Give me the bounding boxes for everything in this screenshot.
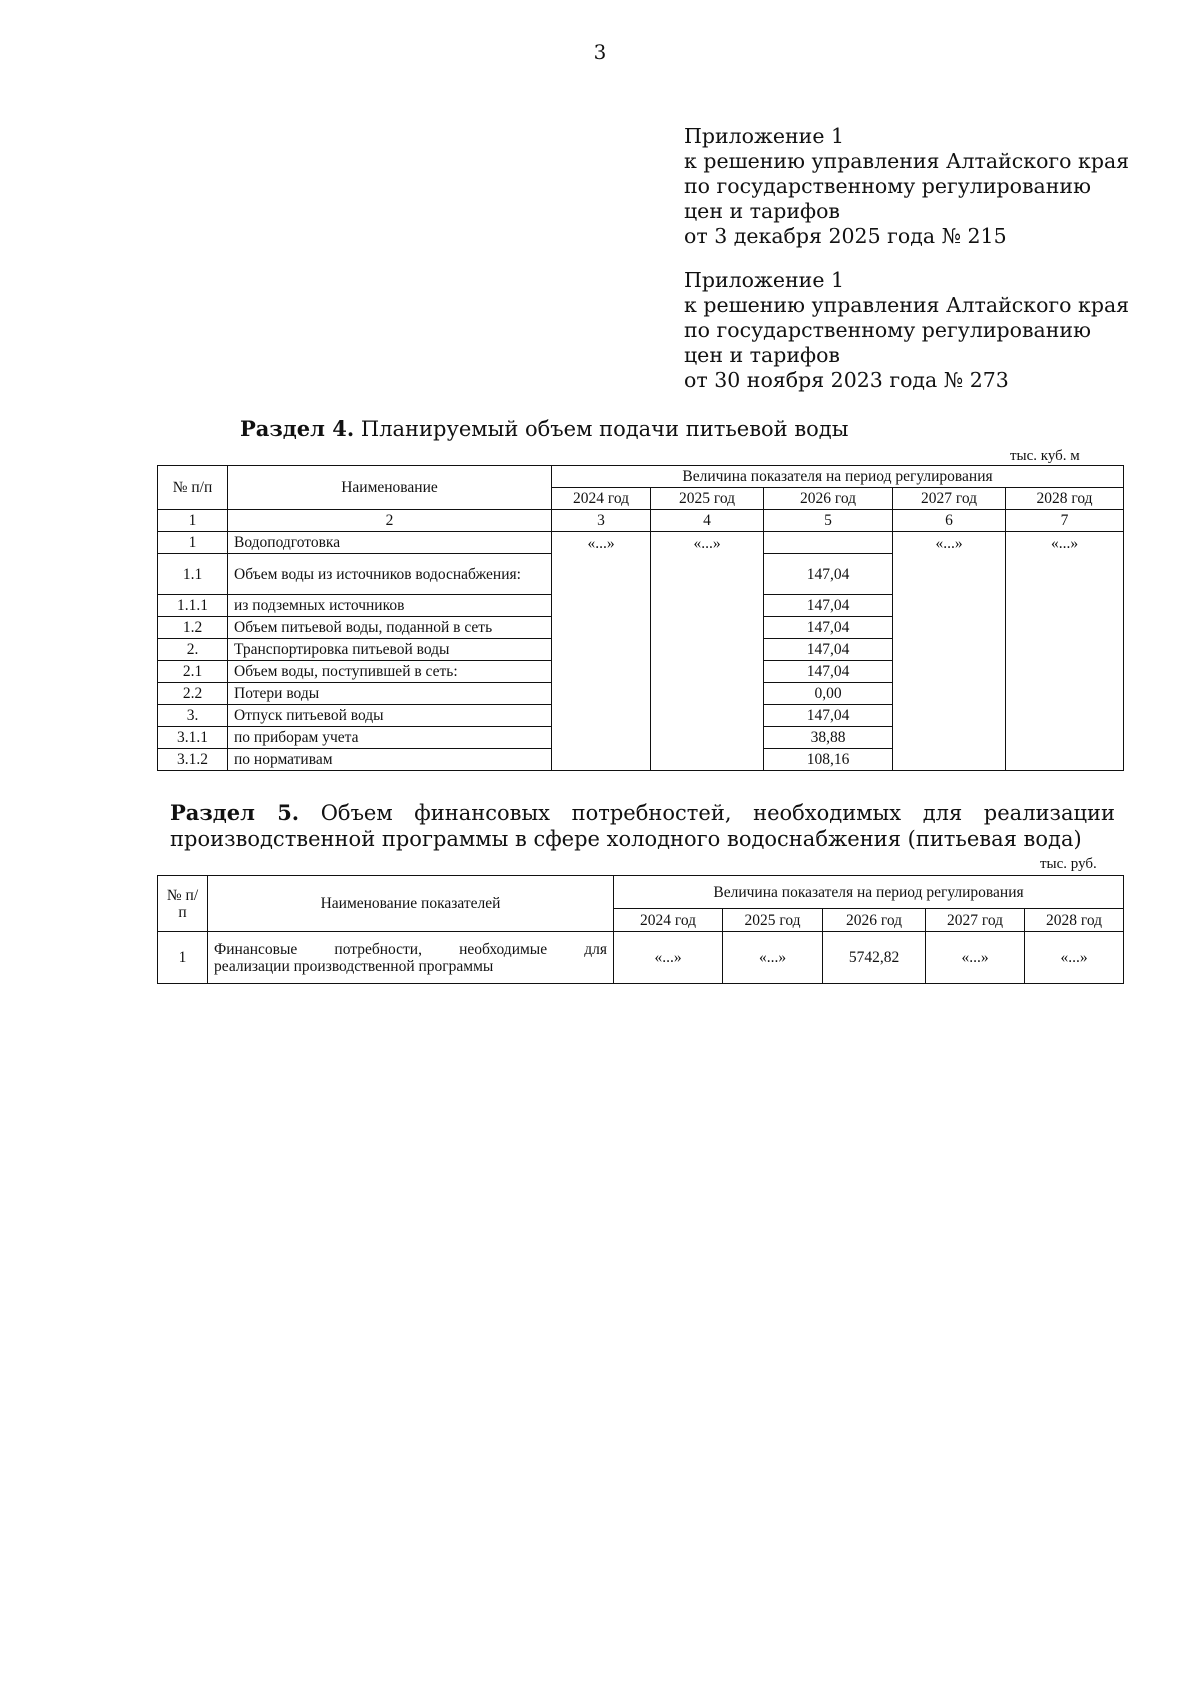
appendix-line: цен и тарифов xyxy=(684,343,840,367)
section5-title-bold: Раздел 5. xyxy=(170,800,300,825)
column-number: 3 xyxy=(552,510,651,532)
table-row xyxy=(158,932,1124,984)
row-num: 3.1.1 xyxy=(158,727,228,749)
row-num: 2.1 xyxy=(158,661,228,683)
row-num: 1.1.1 xyxy=(158,595,228,617)
header-num: № п/п xyxy=(158,876,208,932)
row-name: по приборам учета xyxy=(228,727,552,749)
cell-2024-placeholder: «...» xyxy=(552,532,651,771)
row-num: 2. xyxy=(158,639,228,661)
row-value-2026: 0,00 xyxy=(764,683,893,705)
row-value-2026: 147,04 xyxy=(764,639,893,661)
section5-unit: тыс. руб. xyxy=(1040,856,1097,872)
row-value-2027: «...» xyxy=(926,932,1025,984)
header-year: 2028 год xyxy=(1025,909,1124,932)
cell-2025-placeholder: «...» xyxy=(651,532,764,771)
row-name-line1: Финансовые потребности, необходимые для xyxy=(214,940,607,958)
row-value-2026: 147,04 xyxy=(764,554,893,595)
row-name: Объем воды из источников водоснабжения: xyxy=(228,554,552,595)
page-number: 3 xyxy=(593,40,607,64)
row-value-2026: 5742,82 xyxy=(823,932,926,984)
row-value-2026: 147,04 xyxy=(764,617,893,639)
section5-title xyxy=(170,800,1115,852)
header-year: 2026 год xyxy=(823,909,926,932)
column-number: 7 xyxy=(1006,510,1124,532)
appendix-line: от 3 декабря 2025 года № 215 xyxy=(684,224,1007,248)
row-name: Водоподготовка xyxy=(228,532,552,554)
row-name: Объем питьевой воды, поданной в сеть xyxy=(228,617,552,639)
appendix-line: к решению управления Алтайского края xyxy=(684,293,1130,317)
header-year: 2024 год xyxy=(614,909,723,932)
section4-title-bold: Раздел 4. xyxy=(240,416,355,441)
cell-2028-placeholder: «...» xyxy=(1006,532,1124,771)
row-num: 1.1 xyxy=(158,554,228,595)
row-name: Потери воды xyxy=(228,683,552,705)
appendix-line: по государственному регулированию xyxy=(684,318,1091,342)
cell-2027-placeholder: «...» xyxy=(893,532,1006,771)
row-name-line2: реализации производственной программы xyxy=(214,957,494,975)
row-name: по нормативам xyxy=(228,749,552,771)
row-value-2024: «...» xyxy=(614,932,723,984)
row-name: Отпуск питьевой воды xyxy=(228,705,552,727)
appendix-line: Приложение 1 xyxy=(684,268,845,292)
header-year: 2026 год xyxy=(764,488,893,510)
section5-title-text: Объем финансовых потребностей, необходимых для реализации xyxy=(299,801,1116,825)
row-name: из подземных источников xyxy=(228,595,552,617)
row-name: Объем воды, поступившей в сеть: xyxy=(228,661,552,683)
column-number: 1 xyxy=(158,510,228,532)
header-year: 2027 год xyxy=(893,488,1006,510)
row-value-2026 xyxy=(764,532,893,554)
row-num: 1.2 xyxy=(158,617,228,639)
section4-title xyxy=(240,416,848,441)
row-num: 1 xyxy=(158,532,228,554)
row-value-2026: 147,04 xyxy=(764,661,893,683)
row-value-2028: «...» xyxy=(1025,932,1124,984)
column-number: 4 xyxy=(651,510,764,532)
row-value-2026: 108,16 xyxy=(764,749,893,771)
column-number: 2 xyxy=(228,510,552,532)
header-year: 2027 год xyxy=(926,909,1025,932)
header-name: Наименование xyxy=(228,466,552,510)
appendix-line: Приложение 1 xyxy=(684,124,845,148)
row-value-2025: «...» xyxy=(723,932,823,984)
appendix-line: по государственному регулированию xyxy=(684,174,1091,198)
section5-title-line1 xyxy=(170,800,1115,826)
header-year: 2025 год xyxy=(723,909,823,932)
row-num: 3. xyxy=(158,705,228,727)
header-name: Наименование показателей xyxy=(208,876,614,932)
section5-table xyxy=(157,875,1124,984)
header-num: № п/п xyxy=(158,466,228,510)
column-number: 6 xyxy=(893,510,1006,532)
row-num: 1 xyxy=(158,932,208,984)
appendix-line: цен и тарифов xyxy=(684,199,840,223)
column-number: 5 xyxy=(764,510,893,532)
table-row xyxy=(158,532,1124,554)
section4-table xyxy=(157,465,1124,771)
row-value-2026: 147,04 xyxy=(764,705,893,727)
header-year: 2024 год xyxy=(552,488,651,510)
row-num: 2.2 xyxy=(158,683,228,705)
row-num: 3.1.2 xyxy=(158,749,228,771)
appendix-line: к решению управления Алтайского края xyxy=(684,149,1130,173)
row-name: Транспортировка питьевой воды xyxy=(228,639,552,661)
section5-title-line2: производственной программы в сфере холодного водоснабжения (питьевая вода) xyxy=(170,827,1082,851)
header-period-group: Величина показателя на период регулирования xyxy=(552,466,1124,488)
row-value-2026: 38,88 xyxy=(764,727,893,749)
section4-title-text: Планируемый объем подачи питьевой воды xyxy=(354,417,849,441)
header-year: 2025 год xyxy=(651,488,764,510)
header-period-group: Величина показателя на период регулирования xyxy=(614,876,1124,909)
appendix-line: от 30 ноября 2023 года № 273 xyxy=(684,368,1009,392)
appendix-header-original xyxy=(684,268,1154,393)
header-year: 2028 год xyxy=(1006,488,1124,510)
appendix-header-current xyxy=(684,124,1154,249)
row-value-2026: 147,04 xyxy=(764,595,893,617)
row-name xyxy=(208,932,614,984)
section4-unit: тыс. куб. м xyxy=(1010,448,1080,464)
